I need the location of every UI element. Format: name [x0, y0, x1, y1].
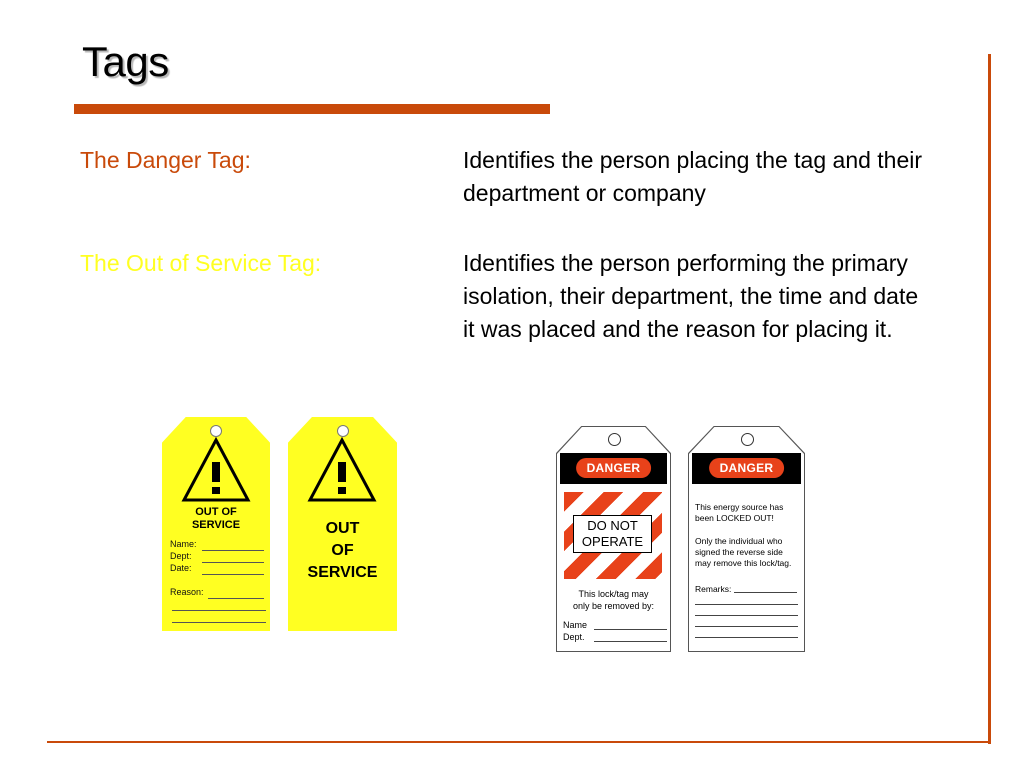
remarks-line	[695, 615, 798, 616]
locked-out-line2: been LOCKED OUT!	[695, 513, 774, 523]
out-of-service-tag-label: The Out of Service Tag:	[80, 250, 322, 276]
name-field-line	[594, 629, 667, 630]
danger-header: DANGER	[709, 458, 785, 478]
danger-tag-description: Identifies the person placing the tag and their department or company	[463, 147, 923, 206]
out-of-service-tag-detailed	[162, 417, 270, 631]
name-field-label: Name	[563, 620, 588, 630]
dept-field-label: Dept.	[563, 632, 585, 642]
removal-authority-line1: Only the individual who	[695, 536, 783, 546]
tag-title-line2: OF	[331, 542, 354, 559]
tag-title	[288, 518, 397, 584]
bottom-border-line	[47, 741, 991, 743]
reason-field-line	[172, 622, 266, 623]
reason-field-line	[208, 598, 264, 599]
tag-hole	[210, 425, 222, 437]
remarks-label: Remarks:	[695, 584, 732, 594]
dept-field-line	[202, 562, 264, 563]
danger-tag-label: The Danger Tag:	[80, 147, 251, 173]
removal-note	[556, 588, 671, 612]
locked-out-line1: This energy source has	[695, 502, 784, 512]
box-line2: OPERATE	[581, 534, 644, 549]
do-not-operate-box	[573, 515, 652, 553]
date-field-label: Date:	[170, 563, 192, 573]
danger-tag-locked-out	[688, 426, 805, 652]
warning-triangle-icon	[181, 437, 251, 503]
danger-tag-do-not-operate	[556, 426, 671, 652]
remarks-line	[695, 626, 798, 627]
date-field-line	[202, 574, 264, 575]
remarks-line	[734, 592, 797, 593]
removal-note-line1: This lock/tag may	[578, 589, 649, 599]
box-line1: DO NOT	[587, 518, 638, 533]
warning-triangle-icon	[307, 437, 377, 503]
tag-hole	[741, 433, 754, 446]
tag-title-line2: SERVICE	[191, 519, 241, 531]
title-underline	[74, 104, 550, 114]
tag-title	[162, 506, 270, 532]
locked-out-text	[695, 502, 783, 524]
name-field-label: Name:	[170, 539, 197, 549]
slide-title: Tags	[82, 38, 169, 85]
danger-header: DANGER	[576, 458, 652, 478]
reason-field-line	[172, 610, 266, 611]
name-field-line	[202, 550, 264, 551]
tag-title-line1: OUT OF	[195, 506, 237, 518]
dept-field-label: Dept:	[170, 551, 192, 561]
tag-hole	[608, 433, 621, 446]
removal-authority-text	[695, 536, 791, 569]
tag-title-line3: SERVICE	[307, 564, 378, 581]
removal-authority-line3: may remove this lock/tag.	[695, 558, 792, 568]
tag-title-line1: OUT	[325, 520, 360, 537]
remarks-line	[695, 604, 798, 605]
right-border-line	[988, 54, 991, 744]
out-of-service-tag-simple	[288, 417, 397, 631]
dept-field-line	[594, 641, 667, 642]
tag-hole	[337, 425, 349, 437]
removal-note-line2: only be removed by:	[572, 601, 655, 611]
removal-authority-line2: signed the reverse side	[695, 547, 783, 557]
out-of-service-tag-description: Identifies the person performing the primary isolation, their department, the time and date it was placed and the reason for placing it.	[463, 250, 919, 342]
reason-field-label: Reason:	[170, 587, 204, 597]
remarks-line	[695, 637, 798, 638]
